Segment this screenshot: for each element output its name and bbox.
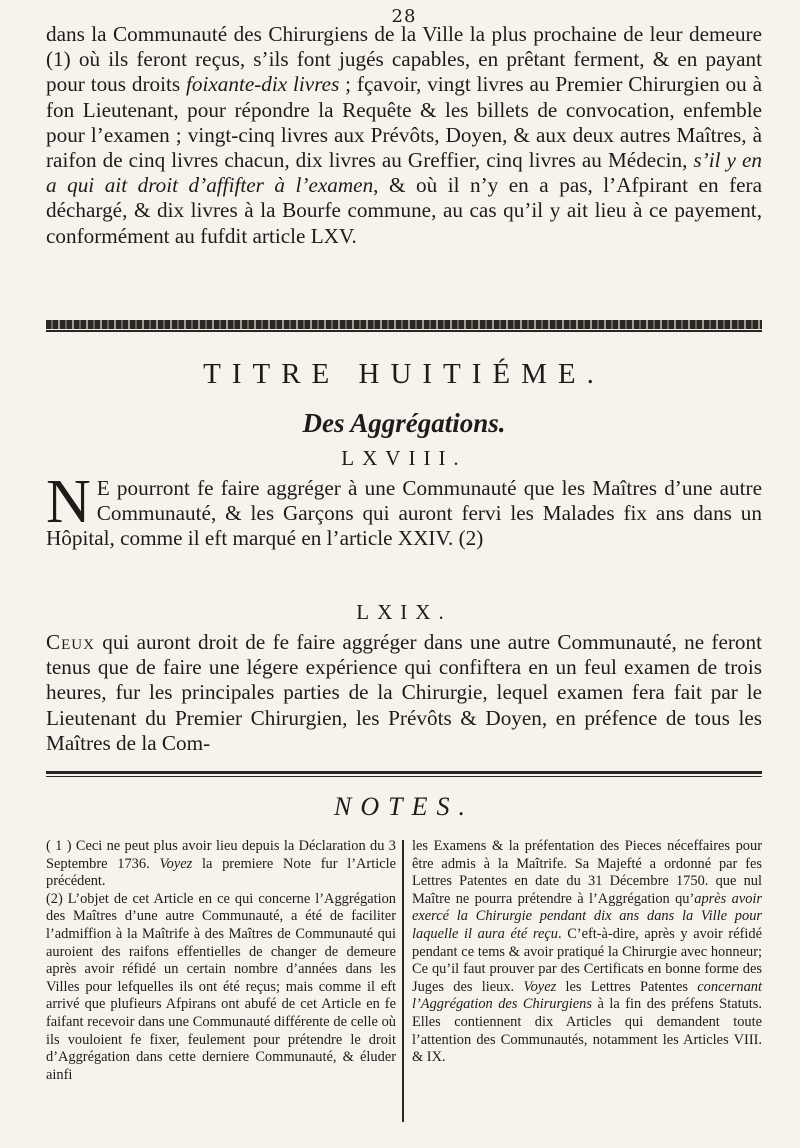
note-2: (2) L’objet de cet Article en ce qui concerne l’Aggrégation des Maîtres d’une autre Communauté, a été de faciliter l’admiffion à la Maîtrife à des Maîtres de Communauté qui auroient des raifons effentielles de changer de demeure après avoir réfidé un certain nombre d’années dans les Villes pour lefquelles ils ont été reçus; mais comme il eft arrivé que plufieurs Afpirans ont abufé de cet Article en fe faifant recevoir dans une Communauté différente de celle où ils vouloient fe fixer, feulement pour prétendre le droit d’Aggrégation dans cette derniere Communauté, & éluder ainfi xyxy=(46,890,396,1083)
column-divider xyxy=(402,840,404,1122)
notes-title: NOTES. xyxy=(334,792,474,821)
article-68-text xyxy=(46,468,762,552)
document-page xyxy=(46,0,762,1148)
drop-cap: N xyxy=(46,468,91,536)
page-number: 28 xyxy=(391,6,417,27)
section-title: TITRE HUITIÉME. xyxy=(203,358,605,390)
article-68-body: E pourront fe faire aggréger à une Communauté que les Maîtres d’une autre Communauté, & les Garçons qui auront fervi les Malades fix ans dans un Hôpital, comme il eft marqué en l’article XXIV. (2) xyxy=(46,476,762,551)
article-69-lead: Ceux xyxy=(46,630,95,654)
note-right-text-1: les Examens & la préfentation des Pieces néceffaires pour être admis à la Maîtrife. Sa Majefté a ordonné par fes Lettres Patentes en date du 31 Décembre 1750. que nul Maître ne pourra prétendre à l’Aggrégation qu’ xyxy=(412,838,762,907)
note-right-italic-2: Voyez xyxy=(523,978,557,995)
note-right-text-3: les Lettres Patentes xyxy=(556,978,698,995)
notes-right-column xyxy=(412,838,762,1067)
note-1-text-end: la premiere Note fur l’Article précédent. xyxy=(46,855,396,890)
notes-left-column xyxy=(46,838,396,1084)
article-69-text xyxy=(46,630,762,756)
top-text-1: dans la Communauté des Chirurgiens de la Ville la plus prochaine de leur demeure (1) où ils feront reçus, s’ils font jugés capables, en prêtant ferment, & en payant pour tous droits xyxy=(46,22,762,97)
note-2-continued xyxy=(412,838,762,1067)
note-1-text: ( 1 ) Ceci ne peut plus avoir lieu depuis la Déclaration du 3 Septembre 1736. xyxy=(46,838,396,872)
section-subtitle: Des Aggrégations. xyxy=(302,408,506,438)
article-69-number: LXIX. xyxy=(356,600,452,624)
note-right-text-4: à la fin des préfens Statuts. Elles contiennent dix Articles qui demandent toute l’attention des Communautés, notamment les Articles VIII. & IX. xyxy=(412,996,762,1066)
note-1 xyxy=(46,838,396,891)
article-69-body: qui auront droit de fe faire aggréger dans une autre Communauté, ne feront tenus que de faire une légere expérience qui confiftera en un feul examen de trois heures, fur les principales parties de la Chirurgie, lequel examen fera fait par le Lieutenant du Premier Chirurgien, les Prévôts & Doyen, en préfence de tous les Maîtres de la Com- xyxy=(46,630,762,755)
note-right-text-2: . C’eft-à-dire, après y avoir réfidé pendant ce tems & avoir pratiqué la Chirurgie avec honneur; Ce qu’il faut prouver par des Certificats en bonne forme des Juges des lieux. xyxy=(412,925,762,995)
top-text-3: , & où il n’y en a pas, l’Afpirant en fera déchargé, & dix livres à la Bourfe commune, au cas qu’il y ait lieu à ce payement, conformément au fufdit article LXV. xyxy=(46,173,762,248)
top-italic-2: s’il y en a qui ait droit d’affifter à l’examen xyxy=(46,148,762,198)
article-68-number: LXVIII. xyxy=(341,446,467,470)
top-italic-1: foixante-dix livres xyxy=(185,72,340,97)
note-right-italic-3: concernant l’Aggrégation des Chirurgiens xyxy=(412,978,763,1013)
notes-divider xyxy=(46,771,762,774)
note-1-italic: Voyez xyxy=(159,855,193,872)
note-right-italic-1: après avoir exercé la Chirurgie pendant dix ans dans la Ville pour laquelle il aura été reçu xyxy=(412,890,762,942)
ornamental-rule xyxy=(46,320,762,329)
top-text-2: ; fçavoir, vingt livres au Premier Chirurgien ou à fon Lieutenant, pour répondre la Requête & les billets de convocation, enfemble pour l’examen ; vingt-cinq livres aux Prévôts, Doyen, & aux deux autres Maîtres, à raifon de cinq livres chacun, dix livres au Greffier, cinq livres au Médecin, xyxy=(46,72,762,173)
top-paragraph xyxy=(46,22,762,249)
